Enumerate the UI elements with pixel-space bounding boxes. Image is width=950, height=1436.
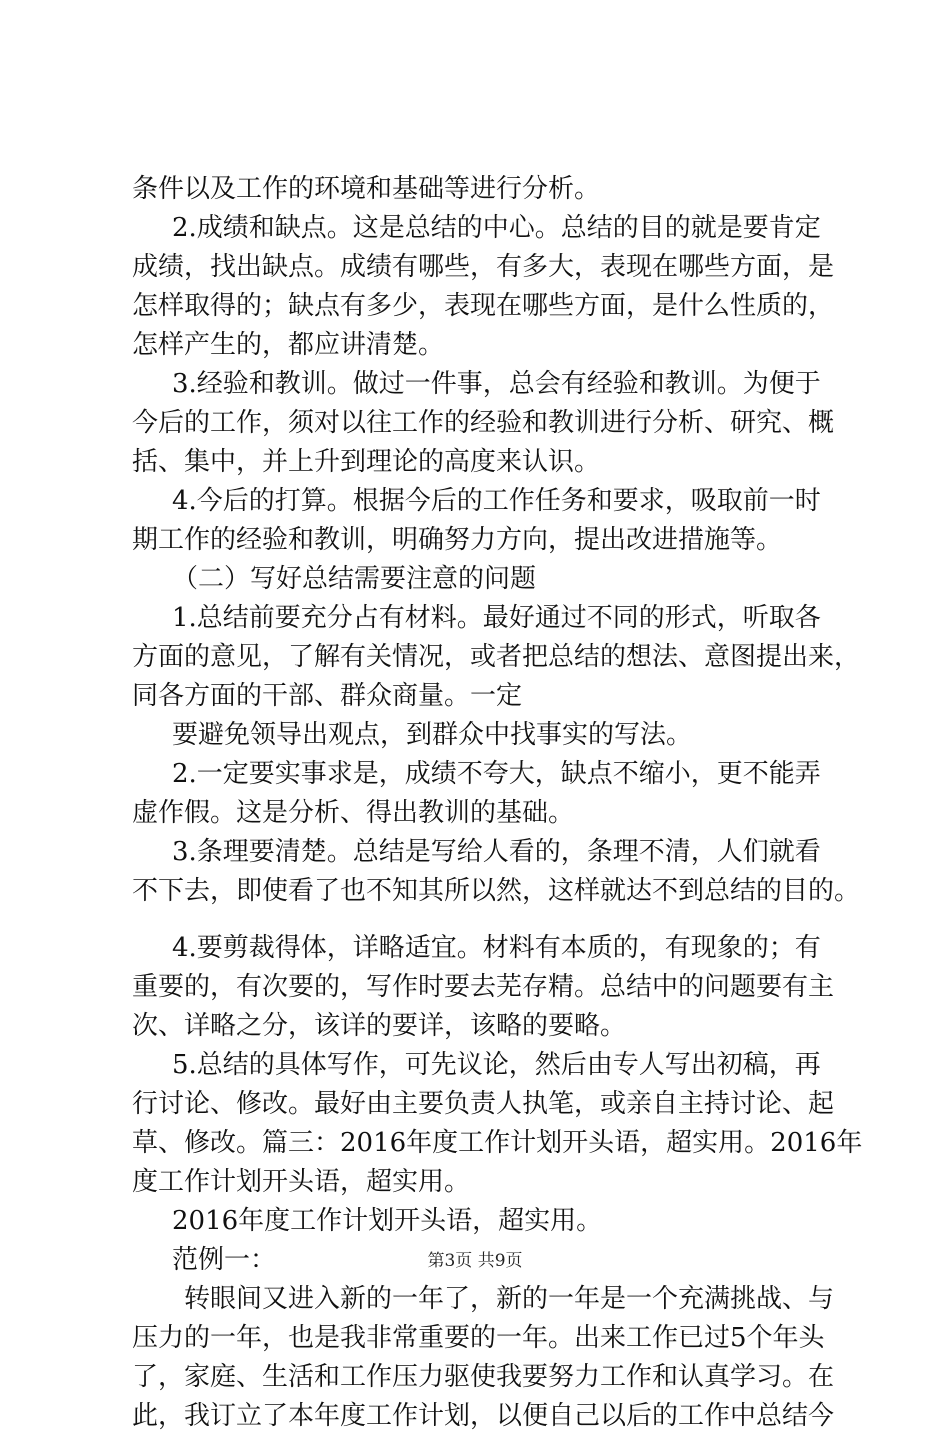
text-line: 2.一定要实事求是，成绩不夸大，缺点不缩小，更不能弄 <box>172 759 821 789</box>
text-line: 3.经验和教训。做过一件事，总会有经验和教训。为便于 <box>172 369 821 399</box>
text-line: 度工作计划开头语，超实用。 <box>132 1167 471 1197</box>
text-line: 虚作假。这是分析、得出教训的基础。 <box>132 798 575 828</box>
text-line: 压力的一年，也是我非常重要的一年。出来工作已过5个年头 <box>132 1323 825 1353</box>
text-line: 2016年度工作计划开头语，超实用。 <box>172 1206 603 1236</box>
text-line: 期工作的经验和教训，明确努力方向，提出改进措施等。 <box>132 525 783 555</box>
text-line: 同各方面的干部、群众商量。一定 <box>132 681 523 711</box>
text-line: 方面的意见，了解有关情况，或者把总结的想法、意图提出来， <box>132 642 861 672</box>
text-line: 条件以及工作的环境和基础等进行分析。 <box>132 174 601 204</box>
text-line: 3.条理要清楚。总结是写给人看的，条理不清，人们就看 <box>172 837 821 867</box>
paragraph-writing <box>132 1046 863 1202</box>
paragraph-example-one <box>132 1280 837 1436</box>
text-line: 不下去，即使看了也不知其所以然，这样就达不到总结的目的。 <box>132 876 861 906</box>
text-line: 4.要剪裁得体，详略适宜。材料有本质的，有现象的；有 <box>172 933 821 963</box>
text-line: 怎样取得的；缺点有多少，表现在哪些方面，是什么性质的， <box>132 291 835 321</box>
text-line: 怎样产生的，都应讲清楚。 <box>132 330 445 360</box>
section-heading <box>132 560 837 599</box>
paragraph-gap <box>132 911 837 929</box>
text-line: 次、详略之分，该详的要详，该略的要略。 <box>132 1011 627 1041</box>
text-line: 今后的工作，须对以往工作的经验和教训进行分析、研究、概 <box>132 408 835 438</box>
text-line: 了，家庭、生活和工作压力驱使我要努力工作和认真学习。在 <box>132 1362 835 1392</box>
text-line: 行讨论、修改。最好由主要负责人执笔，或亲自主持讨论、起 <box>132 1089 835 1119</box>
text-line: 转眼间又进入新的一年了，新的一年是一个充满挑战、与 <box>184 1284 835 1314</box>
text-line: 成绩，找出缺点。成绩有哪些，有多大，表现在哪些方面，是 <box>132 252 835 282</box>
paragraph-conditions <box>132 170 837 209</box>
document-body <box>132 170 863 1436</box>
text-line: 4.今后的打算。根据今后的工作任务和要求，吸取前一时 <box>172 486 821 516</box>
paragraph-plans <box>132 482 837 560</box>
text-line: 草、修改。篇三：2016年度工作计划开头语，超实用。2016年 <box>132 1128 863 1158</box>
paragraph-experience <box>132 365 837 482</box>
text-line: 括、集中，并上升到理论的高度来认识。 <box>132 447 601 477</box>
paragraph-achievements <box>132 209 837 365</box>
paragraph-clarity <box>132 833 861 911</box>
paragraph-truth <box>132 755 837 833</box>
text-line: （二）写好总结需要注意的问题 <box>172 564 537 594</box>
paragraph-editing <box>132 929 837 1046</box>
subtitle-line <box>132 1202 837 1241</box>
paragraph-materials <box>132 599 861 755</box>
text-line: 此，我订立了本年度工作计划，以便自己以后的工作中总结今 <box>132 1401 835 1431</box>
page-number-footer: 第3页 共9页 <box>427 1251 523 1271</box>
text-line: 1.总结前要充分占有材料。最好通过不同的形式，听取各 <box>172 603 821 633</box>
text-line: 要避免领导出观点，到群众中找事实的写法。 <box>172 720 693 750</box>
text-line: 2.成绩和缺点。这是总结的中心。总结的目的就是要肯定 <box>172 213 821 243</box>
text-line: 5.总结的具体写作，可先议论，然后由专人写出初稿，再 <box>172 1050 821 1080</box>
text-line: 重要的，有次要的，写作时要去芜存精。总结中的问题要有主 <box>132 972 835 1002</box>
text-line: 范例一： <box>172 1245 277 1275</box>
